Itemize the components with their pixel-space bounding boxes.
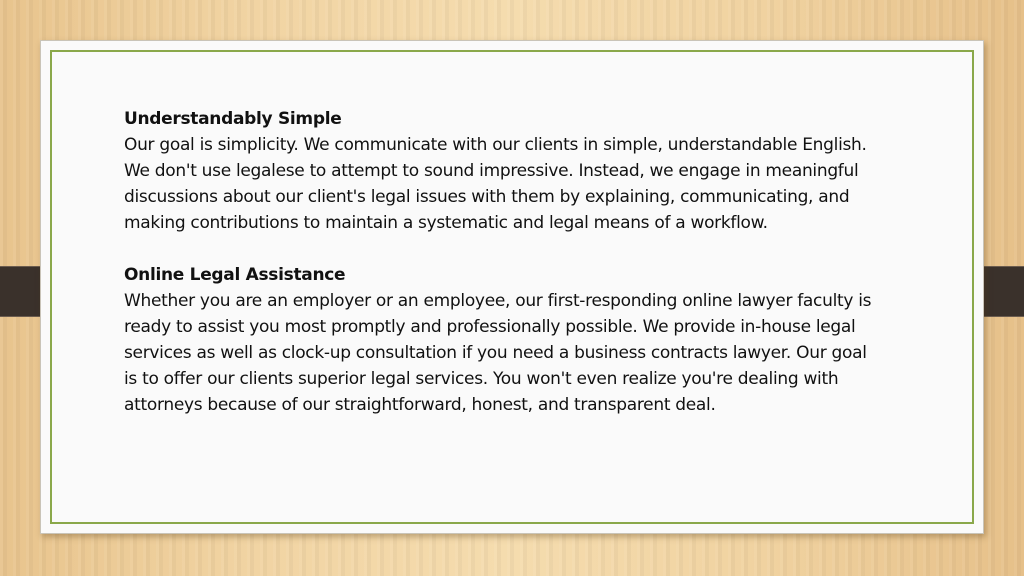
- section-body-online-legal-assistance: Whether you are an employer or an employee, our first-responding online lawyer faculty is ready to assist you most promptly and professionally possible. We provide in-house legal services as well as clock-up consultation if you need a business contracts lawyer. Our goal is to offer our clients superior legal services. You won't even realize you're dealing with attorneys because of our straightforward, honest, and transparent deal.: [124, 291, 872, 415]
- section-heading-understandably-simple: Understandably Simple: [124, 109, 342, 129]
- text-content: [124, 106, 884, 418]
- section-spacer: [124, 236, 884, 262]
- section-body-understandably-simple: Our goal is simplicity. We communicate with our clients in simple, understandable English. We don't use legalese to attempt to sound impressive. Instead, we engage in meaningful discussions about our client's legal issues with them by explaining, communicating, and making contributions to maintain a systematic and legal means of a workflow.: [124, 135, 867, 233]
- section-heading-online-legal-assistance: Online Legal Assistance: [124, 265, 346, 285]
